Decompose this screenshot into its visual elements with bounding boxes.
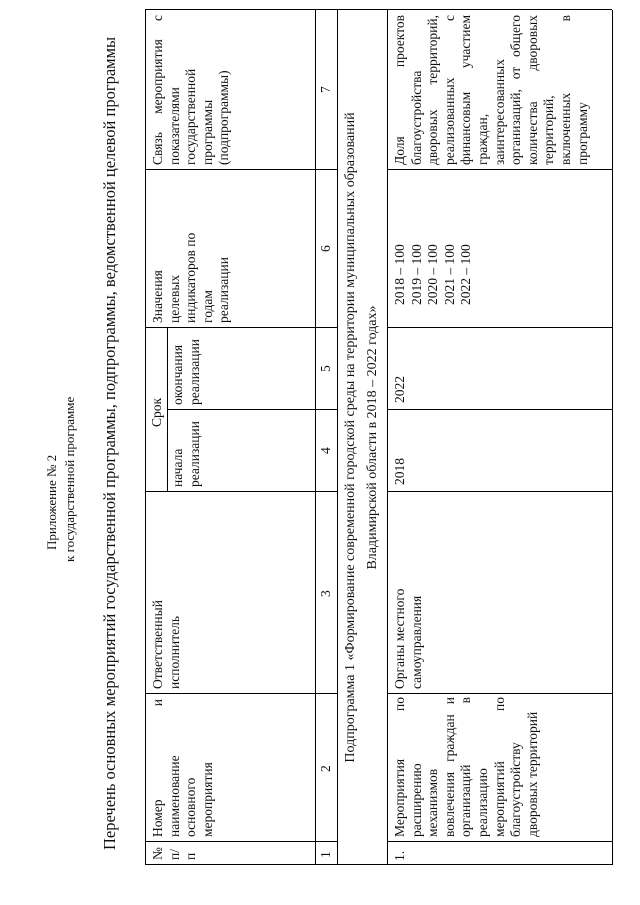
column-number-7: 7 [318,86,333,93]
header-executor: Ответственный исполнитель [150,600,182,689]
header-term: Срок [149,397,164,427]
column-number-3: 3 [318,590,333,597]
subprogram-title: Подпрограмма 1 «Формирование современной городской среды на территории муниципальных образований Владимирской области в 2018 – 2022 годах» [343,112,380,763]
rotated-document-page: Приложение № 2 к государственной программе Перечень основных мероприятий государственной программы, подпрограммы, ведомственной целевой программы № п/ п Номер и наименование основного мероприятия Ответственный исполнитель Срок начала реализации окончания реализации Значения целевых индикаторов по годам реализации Связь мероприятия с показателями государственной программы (подпрограммы) 1 2 3 4 5 6 7 Подпрограмма 1 «Формирование современной городской среды на территории муниципальных образований Владимирской области в 2018 – 2022 годах» 1. Мероприятия по расширению механизмов вовлечения граждан и организаций в реализацию мероприятий по благоустройству дворовых территорий Органы местного самоуправления 2018 2022 2018 – 100 2019 – 100 2020 – 100 2021 – 100 2022 – 100 Доля проектов благоустройства дворовых территорий, реализованных с финансовым участием граждан, заинтересованных организаций, от общего количества дворовых территорий, включенных в программу [0,0,640,905]
row-executor: Органы местного самоуправления [392,588,424,689]
row-start-year: 2018 [392,458,407,485]
row-end-year: 2022 [392,376,407,403]
header-name: Номер и [150,699,165,837]
appendix-number: Приложение № 2 [44,454,59,550]
column-number-2: 2 [318,765,333,772]
column-number-6: 6 [318,245,333,252]
column-number-1: 1 [318,851,333,858]
column-number-5: 5 [318,365,333,372]
document-title: Перечень основных мероприятий государственной программы, подпрограммы, ведомственной целевой программы [100,36,119,850]
appendix-subtitle: к государственной программе [62,396,77,562]
header-start: начала реализации [170,421,202,487]
row-number: 1. [392,850,407,861]
header-number: № п/ п [150,847,199,860]
row-indicators: 2018 – 100 2019 – 100 2020 – 100 2021 – 100 2022 – 100 [392,244,474,305]
header-name-rest: наименование основного мероприятия [166,755,215,837]
header-indicators: Значения целевых индикаторов по годам реализации [150,232,232,323]
header-end: окончания реализации [170,339,202,405]
column-number-4: 4 [318,447,333,454]
header-link-rest: показателями государственной программы (подпрограммы) [166,68,232,165]
header-link: Связь мероприятия с [150,15,165,165]
